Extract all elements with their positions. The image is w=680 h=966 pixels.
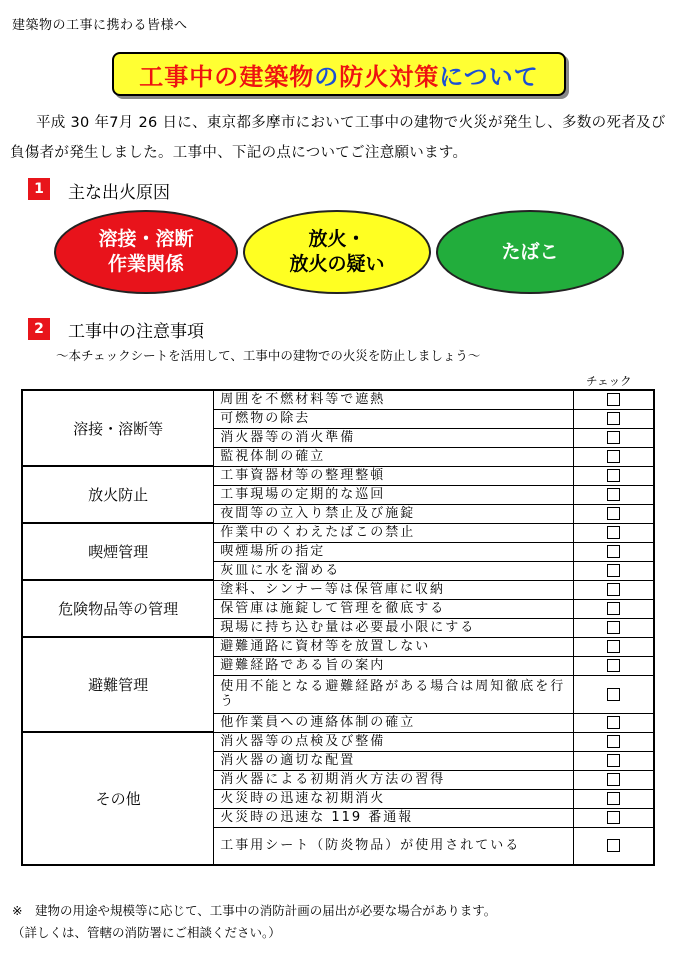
cause-tobacco: たばこ [436, 210, 624, 294]
table-row [22, 523, 654, 542]
footnote-line-1: ※ 建物の用途や規模等に応じて、工事中の消防計画の届出が必要な場合があります。 [12, 903, 497, 918]
checkbox[interactable] [607, 393, 620, 406]
check-item-text: 夜間等の立入り禁止及び施錠 [214, 504, 573, 523]
section-1-number: 1 [28, 178, 50, 200]
check-item-text: 塗料、シンナー等は保管庫に収納 [214, 580, 573, 599]
checkbox[interactable] [607, 754, 620, 767]
checkbox[interactable] [607, 640, 620, 653]
checkbox[interactable] [607, 450, 620, 463]
title-part-1: 工事中の建築物 [139, 62, 315, 91]
check-item-text: 工事現場の定期的な巡回 [214, 485, 573, 504]
check-cell [573, 580, 654, 599]
cause-welding: 溶接・溶断 作業関係 [54, 210, 238, 294]
category-cell: 危険物品等の管理 [22, 580, 214, 637]
page-title [112, 52, 566, 96]
checkbox[interactable] [607, 811, 620, 824]
check-item-text: 工事用シート（防炎物品）が使用されている [214, 827, 573, 865]
checkbox[interactable] [607, 412, 620, 425]
check-cell [573, 713, 654, 732]
check-item-text: 火災時の迅速な初期消火 [214, 789, 573, 808]
check-cell [573, 409, 654, 428]
check-cell [573, 618, 654, 637]
check-item-text: 他作業員への連絡体制の確立 [214, 713, 573, 732]
check-item-text: 使用不能となる避難経路がある場合は周知徹底を行う [214, 675, 573, 713]
check-cell [573, 637, 654, 656]
check-item-text: 消火器による初期消火方法の習得 [214, 770, 573, 789]
footnote [12, 900, 496, 944]
intro-paragraph: 平成 30 年7月 26 日に、東京都多摩市において工事中の建物で火災が発生し、多数の死者及び負傷者が発生しました。工事中、下記の点についてご注意願います。 [10, 115, 666, 161]
table-row [22, 466, 654, 485]
check-item-text: 消火器等の点検及び整備 [214, 732, 573, 751]
check-cell [573, 390, 654, 409]
title-part-2: の [314, 62, 340, 91]
footnote-line-2: （詳しくは、管轄の消防署にご相談ください。） [12, 925, 281, 940]
checkbox[interactable] [607, 564, 620, 577]
check-item-text: 可燃物の除去 [214, 409, 573, 428]
table-row [22, 637, 654, 656]
checkbox[interactable] [607, 792, 620, 805]
check-item-text: 作業中のくわえたばこの禁止 [214, 523, 573, 542]
checkbox[interactable] [607, 659, 620, 672]
check-cell [573, 523, 654, 542]
title-part-4: について [439, 62, 539, 91]
section-2-number: 2 [28, 318, 50, 340]
check-cell [573, 466, 654, 485]
check-cell [573, 827, 654, 865]
check-cell [573, 751, 654, 770]
table-row [22, 390, 654, 409]
check-cell [573, 675, 654, 713]
checkbox[interactable] [607, 735, 620, 748]
checkbox[interactable] [607, 688, 620, 701]
check-cell [573, 789, 654, 808]
check-item-text: 避難通路に資材等を放置しない [214, 637, 573, 656]
check-item-text: 喫煙場所の指定 [214, 542, 573, 561]
check-cell [573, 485, 654, 504]
checkbox[interactable] [607, 716, 620, 729]
check-cell [573, 599, 654, 618]
check-cell [573, 656, 654, 675]
category-cell: 避難管理 [22, 637, 214, 732]
check-item-text: 監視体制の確立 [214, 447, 573, 466]
check-item-text: 火災時の迅速な 119 番通報 [214, 808, 573, 827]
check-item-text: 現場に持ち込む量は必要最小限にする [214, 618, 573, 637]
check-cell [573, 732, 654, 751]
check-cell [573, 808, 654, 827]
check-item-text: 避難経路である旨の案内 [214, 656, 573, 675]
section-1-title: 主な出火原因 [68, 183, 170, 203]
check-item-text: 灰皿に水を溜める [214, 561, 573, 580]
check-cell [573, 770, 654, 789]
check-item-text: 周囲を不燃材料等で遮熱 [214, 390, 573, 409]
checkbox[interactable] [607, 602, 620, 615]
check-cell [573, 504, 654, 523]
checkbox[interactable] [607, 507, 620, 520]
check-item-text: 工事資器材等の整理整頓 [214, 466, 573, 485]
check-column-header: チェック [586, 374, 632, 388]
table-row [22, 580, 654, 599]
cause-arson: 放火・ 放火の疑い [243, 210, 431, 294]
category-cell: 溶接・溶断等 [22, 390, 214, 466]
category-cell: その他 [22, 732, 214, 865]
category-cell: 喫煙管理 [22, 523, 214, 580]
check-item-text: 消火器等の消火準備 [214, 428, 573, 447]
category-cell: 放火防止 [22, 466, 214, 523]
table-row [22, 732, 654, 751]
checkbox[interactable] [607, 431, 620, 444]
addressee-line: 建築物の工事に携わる皆様へ [12, 18, 188, 33]
check-item-text: 消火器の適切な配置 [214, 751, 573, 770]
checkbox[interactable] [607, 469, 620, 482]
section-2-subtitle: ～本チェックシートを活用して、工事中の建物での火災を防止しましょう～ [56, 348, 481, 363]
checkbox[interactable] [607, 773, 620, 786]
check-cell [573, 447, 654, 466]
checkbox[interactable] [607, 621, 620, 634]
checkbox[interactable] [607, 488, 620, 501]
check-cell [573, 428, 654, 447]
checkbox[interactable] [607, 526, 620, 539]
checklist-table [21, 389, 655, 866]
check-item-text: 保管庫は施錠して管理を徹底する [214, 599, 573, 618]
check-cell [573, 542, 654, 561]
checkbox[interactable] [607, 583, 620, 596]
checkbox[interactable] [607, 839, 620, 852]
title-part-3: 防火対策 [339, 62, 440, 91]
check-cell [573, 561, 654, 580]
section-2-title: 工事中の注意事項 [68, 322, 204, 342]
checkbox[interactable] [607, 545, 620, 558]
